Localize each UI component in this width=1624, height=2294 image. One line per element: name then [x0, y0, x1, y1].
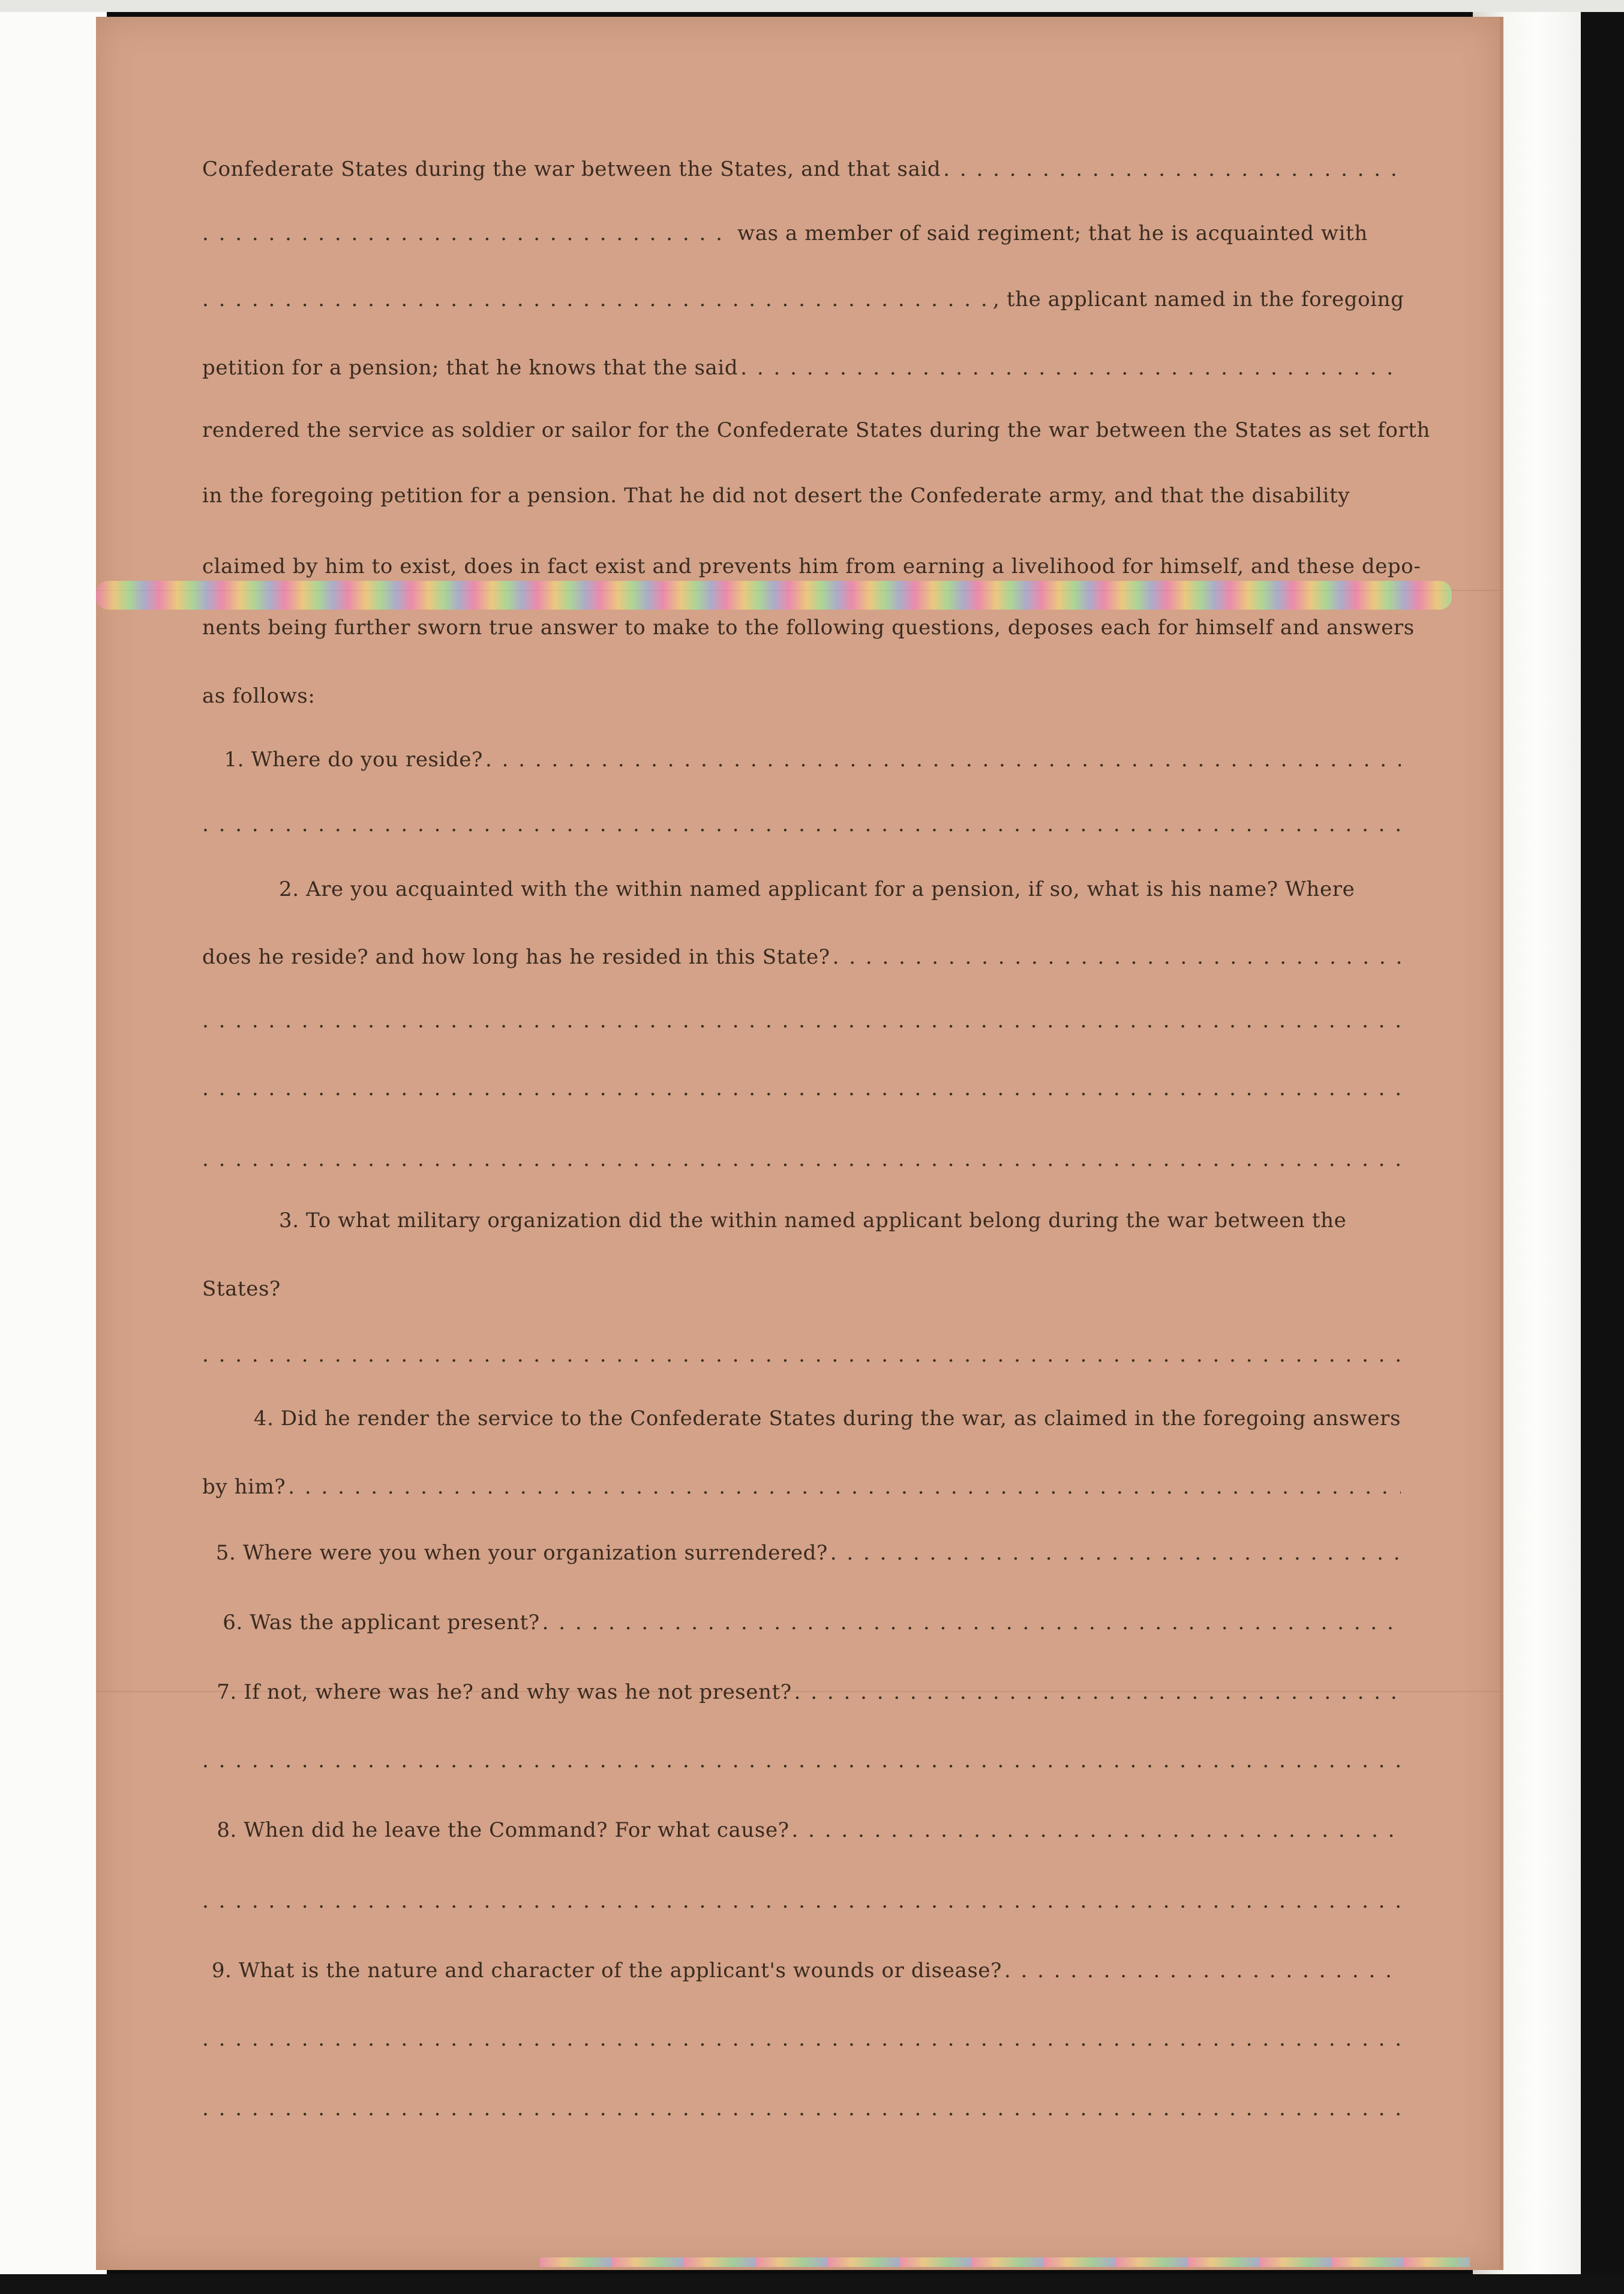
blank-field[interactable]	[202, 221, 730, 245]
answer-field[interactable]	[202, 2097, 1401, 2121]
form-line	[202, 157, 1401, 187]
question-text: by him?	[202, 1475, 286, 1499]
form-line-text: claimed by him to exist, does in fact exist and prevents him from earning a livelihood for himself, and these depo-	[202, 554, 1421, 578]
question-text: 9. What is the nature and character of the applicant's wounds or disease?	[211, 1959, 1002, 1983]
question-2-cont	[202, 945, 1401, 975]
answer-field[interactable]	[202, 2027, 1401, 2051]
question-6	[202, 1611, 1401, 1641]
answer-line	[202, 2097, 1401, 2127]
question-4	[202, 1407, 1401, 1437]
answer-field[interactable]	[542, 1611, 1401, 1635]
question-text: 2. Are you acquainted with the within named applicant for a pension, if so, what is his name? Where	[279, 877, 1355, 901]
blank-field[interactable]	[943, 157, 1401, 181]
answer-line	[202, 812, 1401, 842]
question-text: 7. If not, where was he? and why was he not present?	[217, 1680, 792, 1704]
form-line-text: , the applicant named in the foregoing	[993, 287, 1404, 311]
answer-field[interactable]	[202, 1343, 1401, 1367]
form-line-text: petition for a pension; that he knows that the said	[202, 356, 739, 380]
question-text: 3. To what military organization did the within named applicant belong during the war between the	[279, 1209, 1347, 1233]
answer-field[interactable]	[202, 1889, 1401, 1913]
answer-field[interactable]	[485, 748, 1401, 772]
form-line-text: in the foregoing petition for a pension. That he did not desert the Confederate army, and that the disability	[202, 484, 1350, 508]
scanner-top-edge	[0, 0, 1624, 12]
question-3	[202, 1209, 1401, 1239]
form-line-text: rendered the service as soldier or sailor for the Confederate States during the war between the States as set forth	[202, 418, 1431, 442]
question-text: does he reside? and how long has he resided in this State?	[202, 945, 830, 969]
form-line-text: Confederate States during the war between the States, and that said	[202, 157, 941, 181]
answer-line	[202, 1889, 1401, 1919]
question-4-cont	[202, 1475, 1401, 1505]
question-text: 8. When did he leave the Command? For what cause?	[217, 1818, 790, 1842]
answer-line	[202, 1009, 1401, 1039]
question-text: 4. Did he render the service to the Confederate States during the war, as claimed in the foregoing answers	[253, 1407, 1401, 1431]
form-line	[202, 418, 1431, 448]
scan-glare-band	[540, 2257, 1470, 2267]
answer-line	[202, 2027, 1401, 2057]
form-line	[202, 684, 1401, 714]
scanner-left-margin	[0, 12, 107, 2294]
question-7	[202, 1680, 1401, 1710]
question-text: 6. Was the applicant present?	[223, 1611, 540, 1635]
blank-field[interactable]	[740, 356, 1401, 380]
scanner-right-edge	[1581, 12, 1624, 2294]
form-line	[202, 484, 1401, 514]
form-line	[202, 616, 1415, 646]
answer-field[interactable]	[288, 1475, 1401, 1499]
answer-field[interactable]	[792, 1818, 1401, 1842]
answer-line	[202, 1076, 1401, 1106]
answer-line	[202, 1749, 1401, 1779]
question-1	[202, 748, 1401, 778]
question-text: 5. Where were you when your organization surrendered?	[215, 1541, 828, 1565]
form-line	[202, 287, 1404, 317]
form-line	[202, 356, 1401, 386]
question-3-cont	[202, 1277, 1401, 1307]
answer-field[interactable]	[202, 812, 1401, 836]
blank-field[interactable]	[202, 287, 988, 311]
form-line-text: was a member of said regiment; that he is acquainted with	[737, 221, 1368, 245]
question-text: States?	[202, 1277, 281, 1301]
form-line-text: nents being further sworn true answer to make to the following questions, deposes each for himself and answers	[202, 616, 1415, 640]
question-8	[202, 1818, 1401, 1848]
answer-line	[202, 1147, 1401, 1177]
form-line	[202, 221, 1401, 251]
scan-glare-band	[96, 581, 1452, 610]
question-text: 1. Where do you reside?	[224, 748, 483, 772]
answer-field[interactable]	[202, 1009, 1401, 1033]
answer-field[interactable]	[833, 945, 1401, 969]
answer-field[interactable]	[202, 1076, 1401, 1100]
question-5	[202, 1541, 1401, 1571]
form-line	[202, 554, 1421, 584]
answer-field[interactable]	[830, 1541, 1401, 1565]
answer-field[interactable]	[1004, 1959, 1401, 1983]
question-2	[202, 877, 1401, 907]
scanner-bottom-edge	[0, 2274, 1624, 2294]
form-paper	[96, 17, 1503, 2270]
answer-field[interactable]	[794, 1680, 1401, 1704]
answer-line	[202, 1343, 1401, 1373]
answer-field[interactable]	[202, 1749, 1401, 1773]
form-line-text: as follows:	[202, 684, 316, 708]
question-9	[202, 1959, 1401, 1989]
answer-field[interactable]	[202, 1147, 1401, 1171]
